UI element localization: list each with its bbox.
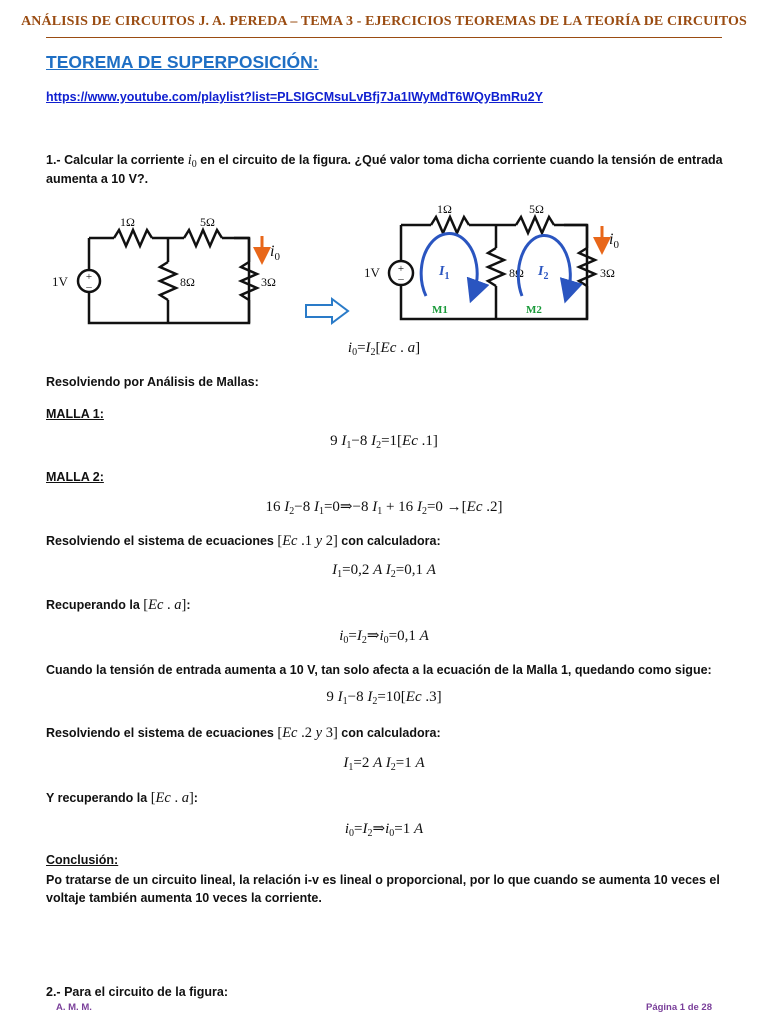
problem1-statement-cont: aumenta a 10 V?.	[46, 172, 149, 186]
resistor-5ohm	[184, 230, 222, 246]
mesh2-name: M2	[526, 304, 542, 316]
recover-text-1: Recuperando la [Ec . a]:	[46, 597, 191, 613]
statement-part-b: en el circuito de la figura. ¿Qué valor toma dicha corriente cuando la tensión de entrada	[200, 153, 723, 167]
resistor-8ohm-r	[488, 248, 504, 286]
conclusion-line1: Po tratarse de un circuito lineal, la relación i-v es lineal o proporcional, por lo que cuando se aumenta 10 veces el	[46, 873, 720, 887]
conclusion-line2: voltaje también aumenta 10 veces la corriente.	[46, 891, 322, 905]
eq-recover-1: $i_0=I_2\Rightarrow i_0=0,1$ A	[339, 628, 429, 646]
r2-label-right: 5Ω	[529, 202, 544, 216]
resistor-8ohm	[160, 262, 176, 300]
mesh1-heading: MALLA 1:	[46, 407, 104, 421]
footer-page-number: Página 1 de 28	[645, 1002, 712, 1013]
eq-1: 9 $I_1-8$ $I_2=1[Ec$ .1]	[330, 433, 438, 451]
r1-label-left: 1Ω	[120, 215, 135, 229]
svg-text:+: +	[85, 271, 93, 283]
r3-label-right: 8Ω	[509, 266, 524, 280]
mesh2-heading: MALLA 2:	[46, 470, 104, 484]
resistor-1ohm-r	[431, 217, 469, 233]
solve-text-1: Resolviendo el sistema de ecuaciones [Ec .1 y 2] con calculadora:	[46, 533, 441, 549]
circuit-original	[89, 230, 257, 323]
eq-3: 9 $I_1-8$ $I_2=10[Ec$ .3]	[326, 689, 442, 707]
recover-text-2: Y recuperando la [Ec . a]:	[46, 790, 198, 806]
r4-label-left: 3Ω	[261, 275, 276, 289]
playlist-link[interactable]: https://www.youtube.com/playlist?list=PLSIGCMsuLvBfj7Ja1IWyMdT6WQyBmRu2Y	[46, 90, 543, 104]
header-rule	[46, 37, 722, 38]
circuit-figure	[44, 196, 644, 336]
svg-text:+: +	[397, 263, 405, 275]
mesh1-loop	[421, 234, 477, 296]
statement-part-a: Calcular la corriente	[64, 153, 185, 167]
footer-author: A. M. M.	[56, 1002, 92, 1013]
r3-label-left: 8Ω	[180, 275, 195, 289]
eq-2: 16 $I_2-8$ $I_1=0\Rightarrow-8$ $I_1 + 16$ $I_2=0 \to[Ec$ .2]	[265, 499, 503, 517]
source-label-left: 1V	[52, 274, 68, 289]
circuit-with-meshes	[401, 217, 595, 319]
svg-text:I2: $I_2$	[538, 264, 549, 282]
svg-text:I1: $I_1$	[439, 264, 450, 282]
mesh1-name: M1	[432, 304, 448, 316]
section-title: TEOREMA DE SUPERPOSICIÓN:	[46, 52, 319, 72]
svg-text:–: –	[398, 273, 404, 285]
problem-number: 1.-	[46, 153, 61, 167]
source-label-right: 1V	[364, 265, 380, 280]
problem2-statement: 2.- Para el circuito de la figura:	[46, 985, 229, 999]
mesh2-loop	[518, 235, 570, 296]
svg-text:–: –	[86, 281, 92, 293]
conclusion-heading: Conclusión:	[46, 853, 119, 867]
r1-label-right: 1Ω	[437, 202, 452, 216]
method-text: Resolviendo por Análisis de Mallas:	[46, 375, 259, 389]
increase-text: Cuando la tensión de entrada aumenta a 10 V, tan solo afecta a la ecuación de la Malla 1, quedando como sigue:	[46, 663, 712, 677]
problem1-statement	[46, 151, 726, 169]
r2-label-left: 5Ω	[200, 215, 215, 229]
transform-arrow	[306, 299, 348, 323]
inline-i0: $i_0$	[187, 152, 197, 170]
resistor-1ohm	[114, 230, 152, 246]
eq-solution-2: $I_1=2$ A $I_2=1$ A	[343, 755, 425, 773]
eq-solution-1: $I_1=0,2$ A $I_2=0,1$ A	[332, 562, 436, 580]
r4-label-right: 3Ω	[600, 266, 615, 280]
eq-recover-2: $i_0=I_2\Rightarrow i_0=1$ A	[344, 821, 424, 839]
eq-a: $i_0=I_2[Ec$ . a]	[347, 340, 421, 358]
solve-text-2: Resolviendo el sistema de ecuaciones [Ec .2 y 3] con calculadora:	[46, 725, 441, 741]
svg-text:i0: $i_0$	[270, 243, 280, 263]
svg-text:i0: $i_0$	[609, 231, 619, 251]
resistor-5ohm-r	[516, 217, 554, 233]
header-title: ANÁLISIS DE CIRCUITOS J. A. PEREDA – TEMA 3 - EJERCICIOS TEOREMAS DE LA TEORÍA DE CIRCUITOS	[21, 14, 747, 29]
